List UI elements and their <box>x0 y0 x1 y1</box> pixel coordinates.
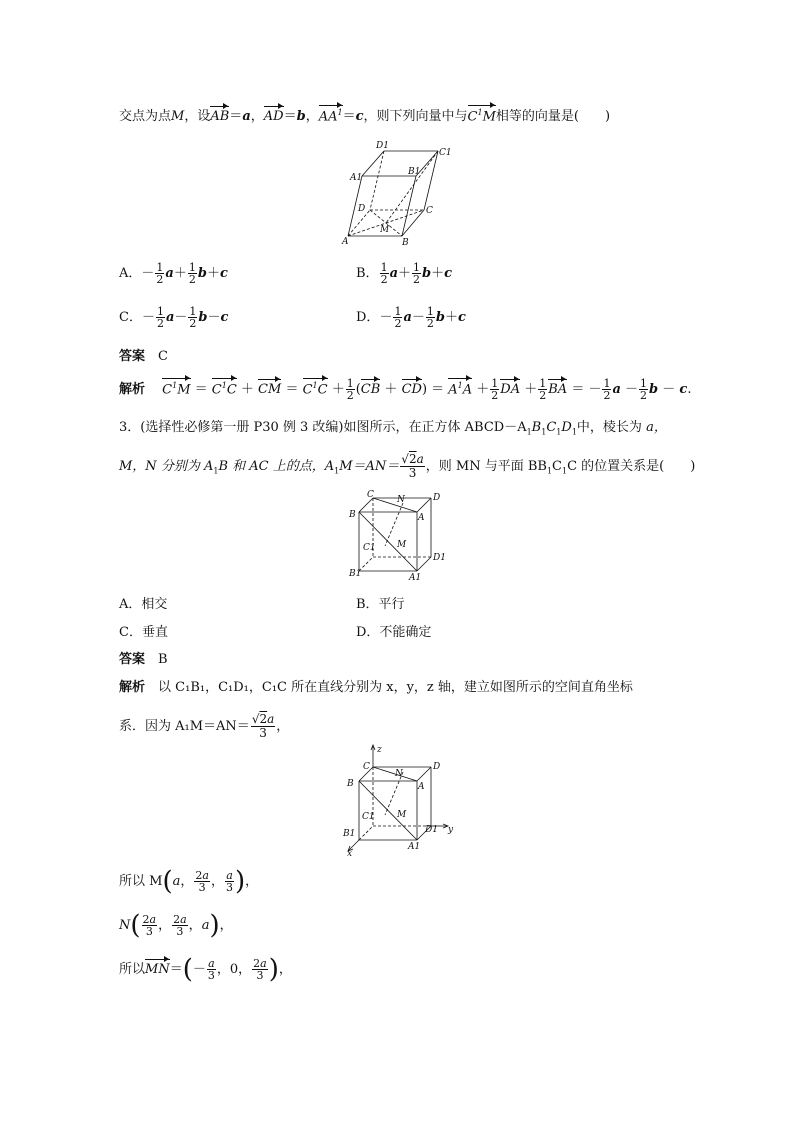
option-label: D． <box>356 310 380 325</box>
vec-mn: MN <box>145 962 170 977</box>
q2-stem-text: 交点为点 <box>119 109 172 124</box>
fig3-label: y <box>448 825 454 835</box>
fig1-label: C <box>426 206 433 216</box>
q2-stem-point-m: M <box>171 109 185 124</box>
q3-analysis-line2: 系．因为 A₁M＝AN＝ $\frac{√2a}{3}$ ， <box>119 712 290 740</box>
fig2-label: B1 <box>349 569 362 579</box>
q2-stem-mid: ，则下列向量中与 <box>363 109 468 124</box>
vec-a: a <box>242 109 251 124</box>
fig3-label: x <box>347 849 353 857</box>
fig2-label: D <box>433 493 441 503</box>
fig2-label: C <box>367 490 374 500</box>
fig2-label: C1 <box>363 543 376 553</box>
fig3-label: z <box>377 745 382 755</box>
comma: ， <box>250 109 264 124</box>
q2-stem: 交点为点M，设AB＝a，AD＝b，$AA^1=c$，则下列向量中与$C^1M$相等的向量是( ) <box>119 107 611 124</box>
fig3-label: C <box>363 762 370 772</box>
q3-stem-eq: M＝AN＝ <box>339 459 400 474</box>
answer-label: 答案 <box>119 652 146 667</box>
fig3-label: D1 <box>425 825 438 835</box>
fig3-label: M <box>397 810 407 820</box>
figure-parallelepiped <box>340 138 460 250</box>
fig3-label: B1 <box>343 829 356 839</box>
analysis-label: 解析 <box>119 680 146 695</box>
fig1-label: A <box>342 237 349 247</box>
fig1-label: B1 <box>408 167 421 177</box>
q3-coord-n: N( $\frac{2a}{3}$ ， $\frac{2a}{3}$ ，a)， <box>119 910 233 941</box>
vec-aa1 <box>319 108 343 124</box>
q3-stem-text: 3．(选择性必修第一册 P30 例 3 改编)如图所示，在正方体 ABCD－A <box>119 420 527 435</box>
vec-ad: AD <box>263 109 284 124</box>
fig2-label: N <box>397 495 405 505</box>
fig2-label: B <box>349 510 356 520</box>
analysis-text: 系．因为 A₁M＝AN＝ <box>119 719 250 734</box>
q2-stem-suffix: 相等的向量是( ) <box>495 109 611 124</box>
q3-stem-a: a， <box>646 420 667 435</box>
q3-stem-pre: M，N 分别为 A <box>119 459 214 474</box>
fig1-label: M <box>380 225 390 235</box>
vec-b: b <box>296 109 306 124</box>
q2-option-a[interactable]: A．－ $\frac{1}{2}$ a＋ $\frac{1}{2}$ b＋c <box>119 261 228 286</box>
fig3-label: C1 <box>362 812 375 822</box>
q2-option-d[interactable]: D．－ $\frac{1}{2}$ a－ $\frac{1}{2}$ b＋c <box>356 305 466 330</box>
analysis-text: 所以 <box>119 962 146 977</box>
fig1-label: C1 <box>439 148 452 158</box>
q2-analysis: 解析 $C^1M = C^1C$ ＋ CM ＝ $C^1C$ ＋ $\frac{1}{2}$ $(CB + CD) = A^1A$ ＋ $\frac{1}{2}$ DA ＋ $\frac{1}{2}$ BA ＝ － $\frac{1}{2}$ a － $\frac{1}{2}$ b － c. <box>119 377 692 402</box>
q3-stem-d: D <box>561 420 572 435</box>
q3-stem-b: B <box>531 420 542 435</box>
fig1-label: A1 <box>350 173 363 183</box>
q3-option-c[interactable]: C．垂直 <box>119 625 168 640</box>
q2-answer <box>119 345 168 364</box>
q3-coord-m: 所以 M(a， $\frac{2a}{3}$ ， $\frac{a}{3}$ )， <box>119 866 259 897</box>
q3-stem-post: ，则 MN 与平面 BB <box>425 459 547 474</box>
answer-label: 答案 <box>119 349 146 364</box>
q3-stem-c: C <box>546 420 557 435</box>
fig1-label: D1 <box>376 141 389 151</box>
analysis-text: 以 C₁B₁，C₁D₁，C₁C 所在直线分别为 x，y，z 轴，建立如图所示的空间直角坐标 <box>158 680 633 695</box>
fig2-label: A1 <box>409 573 422 583</box>
analysis-label: 解析 <box>119 382 146 397</box>
option-label: A． <box>119 266 142 281</box>
eq-sign: ＝ <box>229 109 243 124</box>
q3-option-d[interactable]: D．不能确定 <box>356 625 432 640</box>
q3-stem-line1: 3．(选择性必修第一册 P30 例 3 改编)如图所示，在正方体 $ABCD-A_1B_1C_1D_1$中，棱长为 a， <box>119 420 667 437</box>
figure-cube-axes <box>335 742 460 857</box>
eq-sign: ＝ <box>169 962 183 977</box>
answer-value: C <box>158 349 168 364</box>
fig1-label: B <box>402 238 409 248</box>
answer-value: B <box>158 652 168 667</box>
q3-stem-end: C 的位置关系是( ) <box>567 459 696 474</box>
fig2-label: D1 <box>433 553 446 563</box>
analysis-text: 所以 M <box>119 874 163 889</box>
analysis-text: ， <box>276 719 290 734</box>
q3-stem-line2: M，N 分别为 $A_1B$ 和 AC 上的点，$A_1M=AN=$ $\frac{√2a}{3}$ ，则 MN 与平面 $BB_1C_1C$ 的位置关系是( ) <box>119 452 696 480</box>
q3-option-a[interactable]: A．相交 <box>119 597 168 612</box>
fig3-label: B <box>347 779 354 789</box>
vec-c1m: $C^1M$ <box>467 107 496 124</box>
option-label: C． <box>119 310 142 325</box>
q3-answer <box>119 648 168 667</box>
q3-option-b[interactable]: B．平行 <box>356 597 405 612</box>
q2-option-b[interactable]: B． $\frac{1}{2}$ a＋ $\frac{1}{2}$ b＋c <box>356 261 453 286</box>
comma: ， <box>305 109 319 124</box>
q3-stem-mid: B 和 AC 上的点，A <box>218 459 335 474</box>
option-label: B． <box>356 266 379 281</box>
figure-cube <box>345 488 455 584</box>
vec-aa1-text: AA <box>318 109 338 124</box>
fig1-label: D <box>358 204 366 214</box>
fig2-label: A <box>418 513 425 523</box>
analysis-text: N <box>119 918 131 933</box>
sub: 1 <box>526 427 532 437</box>
sup: 1 <box>337 107 343 117</box>
fig3-label: A <box>418 782 425 792</box>
q2-option-c[interactable]: C．－ $\frac{1}{2}$ a－ $\frac{1}{2}$ b－c <box>119 305 229 330</box>
fig2-label: M <box>397 540 407 550</box>
q3-analysis-line1 <box>119 676 633 695</box>
q3-vector-mn: 所以MN＝(－ $\frac{a}{3}$ ，0， $\frac{2a}{3}$ )， <box>119 954 292 985</box>
fig3-label: N <box>395 769 403 779</box>
sup: 1 <box>477 107 483 117</box>
q2-stem-set: ，设 <box>184 109 211 124</box>
vec-c1m-c: C <box>467 109 478 124</box>
q3-stem-end: 中，棱长为 <box>576 420 642 435</box>
fig3-label: D <box>433 762 441 772</box>
vec-ab: AB <box>210 109 230 124</box>
vec-c: c <box>355 109 364 124</box>
fig3-label: A1 <box>408 842 421 852</box>
